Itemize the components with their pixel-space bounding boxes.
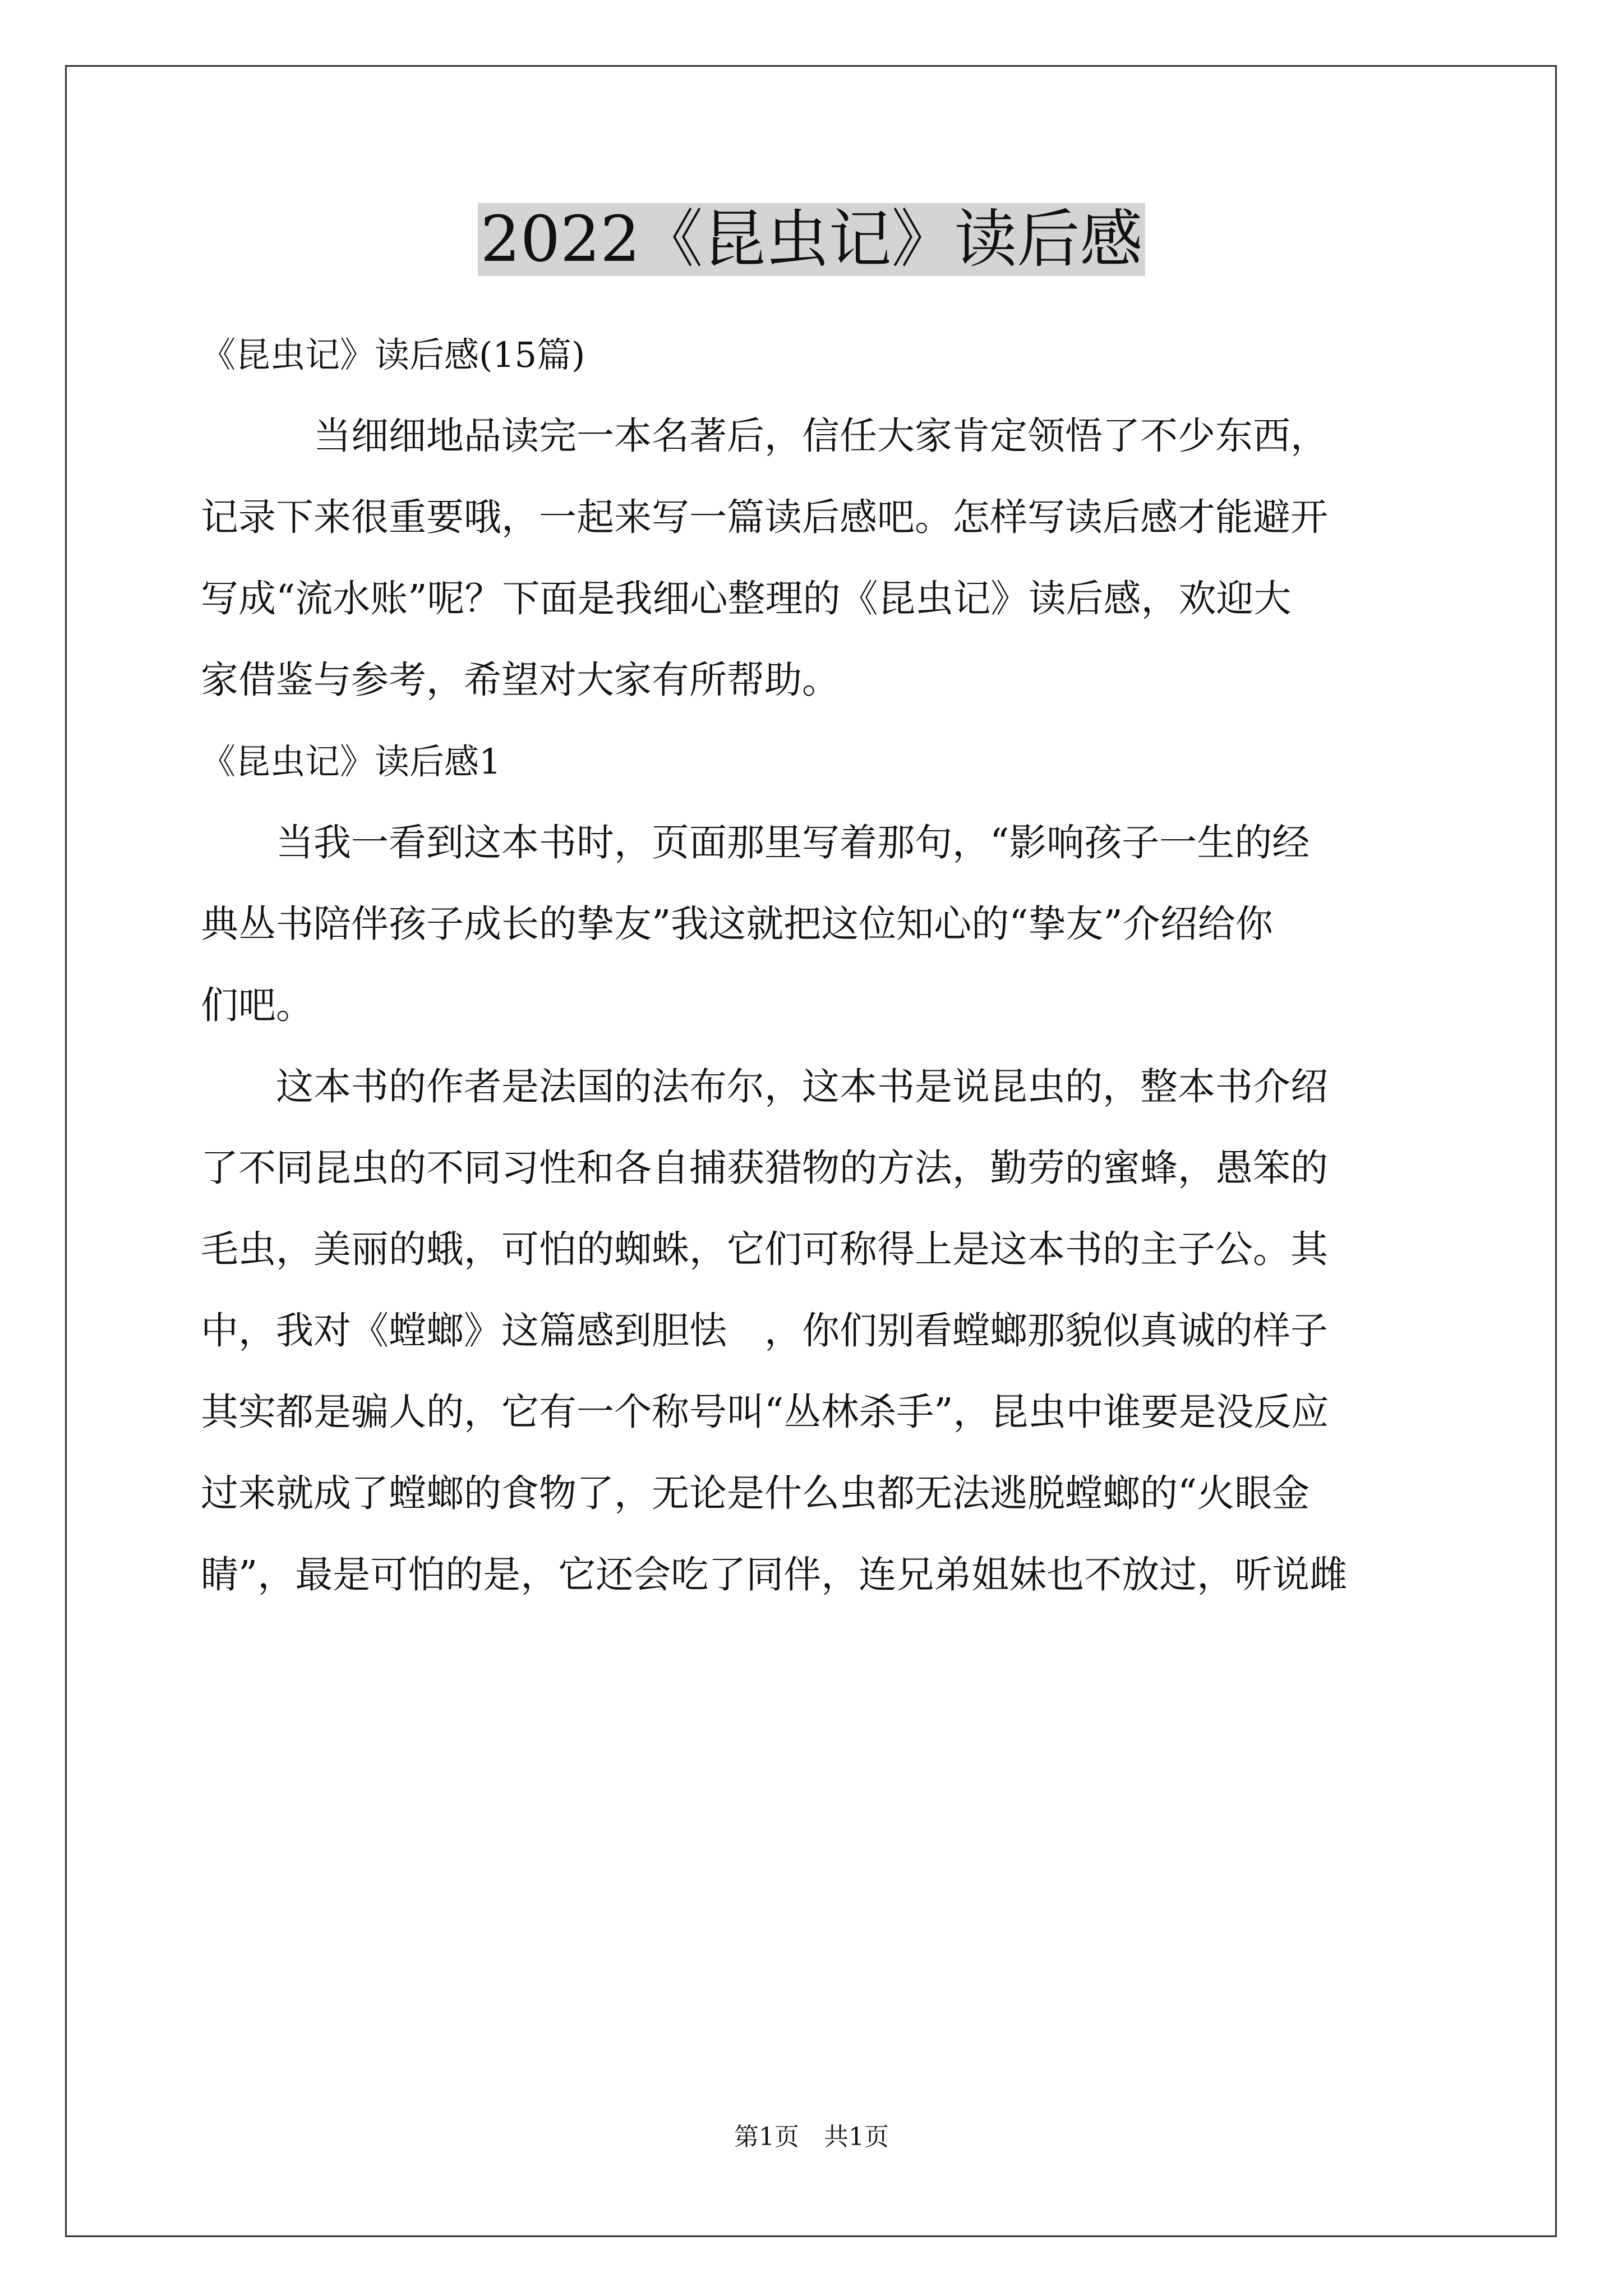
body-line: 当细细地品读完一本名著后，信任大家肯定领悟了不少东西， <box>201 414 1328 458</box>
document-body <box>201 314 1435 1616</box>
body-line: 这本书的作者是法国的法布尔，这本书是说昆虫的，整本书介绍 <box>201 1065 1328 1108</box>
body-line: 们吧。 <box>201 983 313 1027</box>
document-title-text: 2022《昆虫记》读后感 <box>478 203 1145 276</box>
subtitle-line: 《昆虫记》读后感(15篇) <box>201 334 585 375</box>
body-line: 中，我对《螳螂》这篇感到胆怯 ，你们别看螳螂那貌似真诚的样子 <box>201 1309 1328 1352</box>
section-heading: 《昆虫记》读后感1 <box>201 741 501 782</box>
body-line: 家借鉴与参考，希望对大家有所帮助。 <box>201 658 840 702</box>
body-line: 睛”，最是可怕的是，它还会吃了同伴，连兄弟姐妹也不放过，听说雌 <box>201 1553 1348 1596</box>
body-line: 毛虫，美丽的蛾，可怕的蜘蛛，它们可称得上是这本书的主子公。其 <box>201 1227 1328 1271</box>
body-line: 过来就成了螳螂的食物了，无论是什么虫都无法逃脱螳螂的“火眼金 <box>201 1471 1310 1515</box>
body-line: 了不同昆虫的不同习性和各自捕获猎物的方法，勤劳的蜜蜂，愚笨的 <box>201 1146 1328 1190</box>
body-line: 其实都是骗人的，它有一个称号叫“丛林杀手”，昆虫中谁要是没反应 <box>201 1390 1329 1434</box>
body-line: 当我一看到这本书时，页面那里写着那句，“影响孩子一生的经 <box>201 821 1310 864</box>
page-footer: 第1页 共1页 <box>734 2123 889 2151</box>
document-title <box>0 197 1623 282</box>
body-line: 典丛书陪伴孩子成长的挚友”我这就把这位知心的“挚友”介绍给你 <box>201 902 1273 946</box>
body-line: 记录下来很重要哦，一起来写一篇读后感吧。怎样写读后感才能避开 <box>201 495 1328 539</box>
body-line: 写成“流水账”呢？下面是我细心整理的《昆虫记》读后感，欢迎大 <box>201 577 1292 620</box>
